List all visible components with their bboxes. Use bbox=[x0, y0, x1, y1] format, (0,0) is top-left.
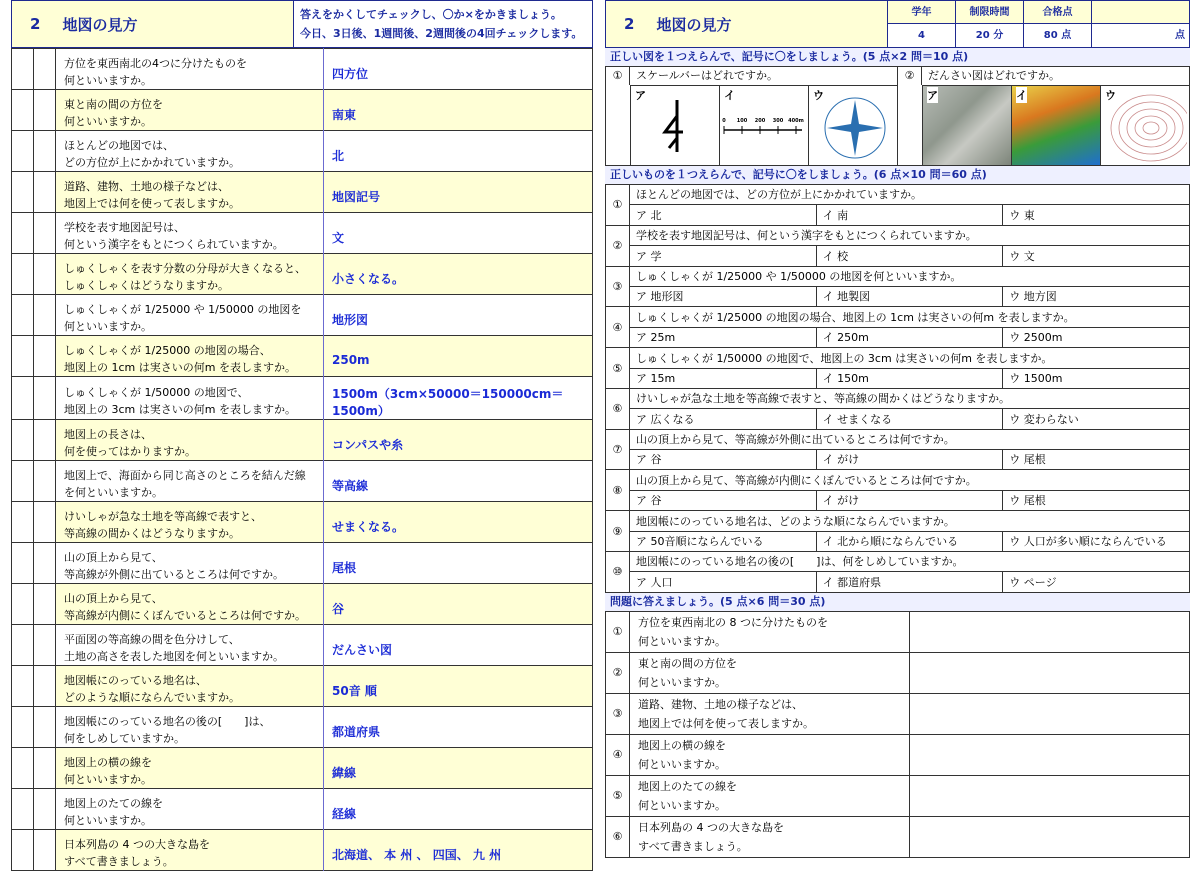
answer-cell: 経線 bbox=[324, 789, 593, 830]
answer-cell: 四方位 bbox=[324, 49, 593, 90]
open-question-row bbox=[606, 652, 1190, 693]
answer-cell: コンパスや糸 bbox=[324, 420, 593, 461]
check-box[interactable] bbox=[34, 213, 56, 254]
question-number: ② bbox=[606, 652, 630, 693]
check-row bbox=[12, 377, 593, 420]
question-line: 等高線が外側に出ているところは何ですか。 bbox=[64, 568, 284, 581]
question-number: ① bbox=[606, 67, 630, 85]
answer-cell: 緯線 bbox=[324, 748, 593, 789]
question-cell bbox=[56, 49, 324, 90]
score-unit: 点 bbox=[1175, 30, 1185, 41]
right-title bbox=[606, 1, 888, 47]
check-box[interactable] bbox=[12, 420, 34, 461]
left-page bbox=[11, 0, 593, 871]
mc-question-row bbox=[606, 388, 1190, 408]
option-c-compass-rose[interactable]: ウ bbox=[809, 86, 897, 165]
grade-cell bbox=[888, 1, 956, 47]
time-cell bbox=[956, 1, 1024, 47]
scale-tick: 200 bbox=[754, 118, 766, 124]
question-cell bbox=[630, 816, 910, 857]
pass-value: 80 点 bbox=[1043, 30, 1072, 41]
check-box[interactable] bbox=[12, 213, 34, 254]
question-text: 山の頂上から見て、等高線が外側に出ているところは何ですか。 bbox=[629, 429, 1189, 449]
answer-field[interactable] bbox=[910, 775, 1190, 816]
option-c-contour-map[interactable]: ウ bbox=[1101, 86, 1189, 165]
choice-option[interactable]: イ せまくなる bbox=[816, 409, 1003, 429]
left-title-text: 地図の見方 bbox=[62, 15, 138, 34]
question-text: 地図帳にのっている地名の後の[ ]は、何をしめしていますか。 bbox=[629, 552, 1189, 572]
answer-cell: 等高線 bbox=[324, 461, 593, 502]
question-cell bbox=[56, 90, 324, 131]
option-b-scale-bar[interactable]: イ 0 100 200 300 400m bbox=[720, 86, 809, 165]
question-cell bbox=[56, 625, 324, 666]
check-row bbox=[12, 131, 593, 172]
question-line: 地図帳にのっている地名の後の[ ]は、 bbox=[64, 715, 271, 728]
section-2-heading: 正しいものを１つえらんで、記号に〇をしましょう。(6 点×10 問＝60 点) bbox=[605, 166, 1190, 184]
mc-question-row bbox=[606, 185, 1190, 205]
choice-option[interactable]: ウ 地方図 bbox=[1003, 286, 1190, 306]
check-box[interactable] bbox=[12, 49, 34, 90]
check-row bbox=[12, 295, 593, 336]
mc-options-row bbox=[606, 368, 1190, 388]
question-number: ⑥ bbox=[606, 816, 630, 857]
choice-option[interactable]: ウ 尾根 bbox=[1003, 490, 1190, 510]
question-cell bbox=[56, 254, 324, 295]
question-cell bbox=[56, 502, 324, 543]
check-box[interactable] bbox=[12, 543, 34, 584]
question-line: 日本列島の 4 つの大きな島を bbox=[64, 838, 210, 851]
mc-question-row bbox=[606, 348, 1190, 368]
mc-options-row bbox=[606, 246, 1190, 266]
question-number: ⑤ bbox=[606, 348, 630, 389]
question-line: しゅくしゃくを表す分数の分母が大きくなると、 bbox=[64, 262, 306, 275]
choice-option[interactable]: イ 150m bbox=[816, 368, 1003, 388]
question-cell bbox=[56, 707, 324, 748]
question-number: ③ bbox=[606, 693, 630, 734]
check-box[interactable] bbox=[12, 131, 34, 172]
check-box[interactable] bbox=[34, 830, 56, 871]
check-row bbox=[12, 213, 593, 254]
question-number: ④ bbox=[606, 307, 630, 348]
check-box[interactable] bbox=[12, 748, 34, 789]
check-box[interactable] bbox=[34, 420, 56, 461]
mc-question-row bbox=[606, 470, 1190, 490]
answer-cell: 地形図 bbox=[324, 295, 593, 336]
check-box[interactable] bbox=[12, 666, 34, 707]
question-line: 何といいますか。 bbox=[64, 773, 152, 786]
north-arrow-icon bbox=[631, 86, 717, 166]
question-cell bbox=[56, 420, 324, 461]
question-line: しゅくしゃくが 1/50000 の地図で、 bbox=[64, 386, 249, 399]
question-line: 地図上のたての線を bbox=[64, 797, 163, 810]
choice-option[interactable]: ア 地形図 bbox=[629, 286, 816, 306]
mc-question-row bbox=[606, 429, 1190, 449]
question-text: 学校を表す地図記号は、何という漢字をもとにつくられていますか。 bbox=[629, 225, 1189, 245]
question-line: 地図上の横の線を bbox=[638, 738, 726, 752]
question-line: どのような順にならんでいますか。 bbox=[64, 691, 240, 704]
question-line: 地図上の 1cm は実さいの何m を表しますか。 bbox=[64, 361, 296, 374]
question-number: ④ bbox=[606, 734, 630, 775]
question-line: 土地の高さを表した地図を何といいますか。 bbox=[64, 650, 284, 663]
question-line: しゅくしゃくが 1/25000 の地図の場合、 bbox=[64, 344, 271, 357]
check-row bbox=[12, 420, 593, 461]
check-box[interactable] bbox=[12, 707, 34, 748]
question-line: 山の頂上から見て、 bbox=[64, 551, 163, 564]
answer-field[interactable] bbox=[910, 693, 1190, 734]
question-cell bbox=[56, 666, 324, 707]
choice-option[interactable]: ア 50音順にならんでいる bbox=[629, 531, 816, 551]
question-number: ② bbox=[606, 225, 630, 266]
question-number: ① bbox=[606, 611, 630, 652]
question-line: しゅくしゃくはどうなりますか。 bbox=[64, 279, 229, 292]
multiple-choice-table bbox=[605, 184, 1190, 593]
check-box[interactable] bbox=[34, 90, 56, 131]
answer-cell: 地図記号 bbox=[324, 172, 593, 213]
check-box[interactable] bbox=[34, 254, 56, 295]
question-text: けいしゃが急な土地を等高線で表すと、等高線の間かくはどうなりますか。 bbox=[629, 388, 1189, 408]
question-line: どの方位が上にかかれていますか。 bbox=[64, 156, 240, 169]
choice-option[interactable]: ウ 変わらない bbox=[1003, 409, 1190, 429]
question-line: すべて書きましょう。 bbox=[64, 855, 174, 868]
scale-tick: 400m bbox=[788, 118, 804, 124]
check-row bbox=[12, 543, 593, 584]
choice-option[interactable]: イ 地製図 bbox=[816, 286, 1003, 306]
question-text: スケールバーはどれですか。 bbox=[636, 69, 779, 82]
check-box[interactable] bbox=[34, 789, 56, 830]
question-line: 方位を東西南北の4つに分けたものを bbox=[64, 57, 247, 70]
question-cell bbox=[56, 789, 324, 830]
question-line: 等高線が内側にくぼんでいるところは何ですか。 bbox=[64, 609, 306, 622]
choice-option[interactable]: ア 谷 bbox=[629, 490, 816, 510]
right-title-text: 地図の見方 bbox=[656, 15, 732, 34]
question-text: しゅくしゃくが 1/25000 の地図の場合、地図上の 1cm は実さいの何m を表しますか。 bbox=[629, 307, 1189, 327]
check-box[interactable] bbox=[34, 336, 56, 377]
answer-cell: だんさい図 bbox=[324, 625, 593, 666]
choice-option[interactable]: イ がけ bbox=[816, 490, 1003, 510]
question-line: 方位を東西南北の 8 つに分けたものを bbox=[638, 615, 828, 629]
image-questions bbox=[605, 66, 1190, 166]
question-line: けいしゃが急な土地を等高線で表すと、 bbox=[64, 510, 262, 523]
choice-option[interactable]: イ 250m bbox=[816, 327, 1003, 347]
question-line: 地図上では何を使って表しますか。 bbox=[64, 197, 240, 210]
check-row bbox=[12, 789, 593, 830]
check-box[interactable] bbox=[12, 90, 34, 131]
check-box[interactable] bbox=[34, 666, 56, 707]
grade-label: 学年 bbox=[888, 1, 955, 24]
image-question-1 bbox=[606, 67, 898, 165]
check-row bbox=[12, 254, 593, 295]
choice-option[interactable]: イ 北から順にならんでいる bbox=[816, 531, 1003, 551]
scale-tick: 0 bbox=[722, 118, 726, 124]
answer-cell: 谷 bbox=[324, 584, 593, 625]
question-line: しゅくしゃくが 1/25000 や 1/50000 の地図を bbox=[64, 303, 302, 316]
question-line: 何といいますか。 bbox=[638, 798, 726, 812]
question-line: ほとんどの地図では、 bbox=[64, 139, 174, 152]
left-header bbox=[11, 0, 593, 48]
check-row bbox=[12, 502, 593, 543]
question-line: 何といいますか。 bbox=[64, 74, 152, 87]
question-cell bbox=[56, 295, 324, 336]
check-box[interactable] bbox=[34, 172, 56, 213]
check-box[interactable] bbox=[34, 543, 56, 584]
question-cell bbox=[56, 336, 324, 377]
mc-question-row bbox=[606, 266, 1190, 286]
check-box[interactable] bbox=[12, 336, 34, 377]
choice-option[interactable]: イ 南 bbox=[816, 205, 1003, 225]
right-title-number: 2 bbox=[624, 15, 635, 33]
question-text: だんさい図はどれですか。 bbox=[928, 69, 1060, 82]
question-line: 地図上の横の線を bbox=[64, 756, 152, 769]
question-line: 何をしめしていますか。 bbox=[64, 732, 185, 745]
section-3-heading: 問題に答えましょう。(5 点×6 問＝30 点) bbox=[605, 593, 1190, 611]
check-box[interactable] bbox=[34, 49, 56, 90]
mc-options-row bbox=[606, 286, 1190, 306]
check-box[interactable] bbox=[34, 131, 56, 172]
question-text: 山の頂上から見て、等高線が内側にくぼんでいるところは何ですか。 bbox=[629, 470, 1189, 490]
answer-cell: せまくなる。 bbox=[324, 502, 593, 543]
pass-cell bbox=[1024, 1, 1092, 47]
left-instruction-1: 答えをかくしてチェックし、〇か×をかきましょう。 bbox=[300, 8, 562, 21]
question-number: ⑧ bbox=[606, 470, 630, 511]
choice-option[interactable]: ウ ページ bbox=[1003, 572, 1190, 592]
answer-cell: 尾根 bbox=[324, 543, 593, 584]
check-box[interactable] bbox=[12, 625, 34, 666]
question-cell bbox=[56, 543, 324, 584]
question-cell bbox=[630, 775, 910, 816]
choice-option[interactable]: ウ 1500m bbox=[1003, 368, 1190, 388]
answer-cell: 都道府県 bbox=[324, 707, 593, 748]
check-box[interactable] bbox=[12, 584, 34, 625]
question-line: 何といいますか。 bbox=[64, 320, 152, 333]
scale-tick: 100 bbox=[736, 118, 748, 124]
mc-options-row bbox=[606, 572, 1190, 592]
answer-cell: 1500m（3cm×50000＝150000cm＝1500m） bbox=[324, 377, 593, 420]
question-number: ③ bbox=[606, 266, 630, 307]
open-question-row bbox=[606, 693, 1190, 734]
question-number: ① bbox=[606, 185, 630, 226]
choice-option[interactable]: ア 25m bbox=[629, 327, 816, 347]
choice-option[interactable]: ア 北 bbox=[629, 205, 816, 225]
mc-options-row bbox=[606, 490, 1190, 510]
answer-field[interactable] bbox=[910, 734, 1190, 775]
question-line: 地図帳にのっている地名は、 bbox=[64, 674, 207, 687]
check-row bbox=[12, 666, 593, 707]
contour-lines-icon bbox=[1101, 86, 1187, 166]
question-line: 何といいますか。 bbox=[638, 675, 726, 689]
question-text: ほとんどの地図では、どの方位が上にかかれていますか。 bbox=[629, 185, 1189, 205]
answer-cell: 北 bbox=[324, 131, 593, 172]
mc-options-row bbox=[606, 327, 1190, 347]
check-row bbox=[12, 172, 593, 213]
question-cell bbox=[56, 377, 324, 420]
right-page bbox=[605, 0, 1190, 858]
choice-option[interactable]: イ 校 bbox=[816, 246, 1003, 266]
question-line: 東と南の間の方位を bbox=[638, 656, 737, 670]
question-line: 学校を表す地図記号は、 bbox=[64, 221, 185, 234]
image-question-2 bbox=[898, 67, 1189, 165]
check-box[interactable] bbox=[34, 707, 56, 748]
check-box[interactable] bbox=[12, 502, 34, 543]
check-row bbox=[12, 707, 593, 748]
question-cell bbox=[56, 172, 324, 213]
question-text: しゅくしゃくが 1/25000 や 1/50000 の地図を何といいますか。 bbox=[629, 266, 1189, 286]
question-cell bbox=[630, 611, 910, 652]
question-cell bbox=[56, 213, 324, 254]
mc-options-row bbox=[606, 205, 1190, 225]
choice-option[interactable]: ウ 2500m bbox=[1003, 327, 1190, 347]
left-title-number: 2 bbox=[30, 15, 41, 33]
question-line: 地図上の 3cm は実さいの何m を表しますか。 bbox=[64, 403, 296, 416]
open-question-row bbox=[606, 775, 1190, 816]
time-label: 制限時間 bbox=[956, 1, 1023, 24]
check-box[interactable] bbox=[34, 377, 56, 420]
question-line: 何といいますか。 bbox=[638, 634, 726, 648]
mc-options-row bbox=[606, 450, 1190, 470]
time-value: 20 分 bbox=[975, 30, 1004, 41]
question-cell bbox=[630, 652, 910, 693]
check-box[interactable] bbox=[12, 172, 34, 213]
check-box[interactable] bbox=[34, 502, 56, 543]
question-line: 地図上で、海面から同じ高さのところを結んだ線 bbox=[64, 469, 306, 482]
check-box[interactable] bbox=[12, 789, 34, 830]
open-question-row bbox=[606, 611, 1190, 652]
question-cell bbox=[56, 461, 324, 502]
choice-option[interactable]: ア 学 bbox=[629, 246, 816, 266]
left-instructions bbox=[294, 1, 592, 47]
question-number: ⑥ bbox=[606, 388, 630, 429]
question-line: 地図上の長さは、 bbox=[64, 428, 152, 441]
question-text: しゅくしゃくが 1/50000 の地図で、地図上の 3cm は実さいの何m を表しますか。 bbox=[629, 348, 1189, 368]
question-line: 等高線の間かくはどうなりますか。 bbox=[64, 527, 240, 540]
question-line: 道路、建物、土地の様子などは、 bbox=[64, 180, 229, 193]
question-line: 日本列島の 4 つの大きな島を bbox=[638, 820, 784, 834]
section-1-heading: 正しい図を１つえらんで、記号に〇をしましょう。(5 点×2 問＝10 点) bbox=[605, 48, 1190, 66]
compass-rose-icon bbox=[809, 86, 895, 166]
check-box[interactable] bbox=[12, 830, 34, 871]
option-a-aerial-photo[interactable]: ア bbox=[923, 86, 1012, 165]
check-box[interactable] bbox=[12, 461, 34, 502]
check-row bbox=[12, 830, 593, 871]
left-instruction-2: 今日、3日後、1週間後、2週間後の4回チェックします。 bbox=[300, 27, 583, 40]
check-box[interactable] bbox=[34, 295, 56, 336]
question-cell bbox=[630, 734, 910, 775]
option-b-elevation-map[interactable]: イ bbox=[1012, 86, 1101, 165]
mc-question-row bbox=[606, 307, 1190, 327]
question-number: ⑦ bbox=[606, 429, 630, 470]
mc-question-row bbox=[606, 511, 1190, 531]
open-question-row bbox=[606, 734, 1190, 775]
answer-field[interactable] bbox=[910, 652, 1190, 693]
choice-option[interactable]: ウ 尾根 bbox=[1003, 450, 1190, 470]
question-number: ⑨ bbox=[606, 511, 630, 552]
open-answer-table bbox=[605, 611, 1190, 858]
option-a-north-arrow[interactable]: ア bbox=[631, 86, 720, 165]
question-line: 何という漢字をもとにつくられていますか。 bbox=[64, 238, 284, 251]
answer-cell: 50音 順 bbox=[324, 666, 593, 707]
score-cell[interactable] bbox=[1092, 1, 1189, 47]
choice-option[interactable]: イ 都道府県 bbox=[816, 572, 1003, 592]
answer-cell: 小さくなる。 bbox=[324, 254, 593, 295]
question-cell bbox=[56, 830, 324, 871]
check-box[interactable] bbox=[12, 254, 34, 295]
choice-option[interactable]: ア 広くなる bbox=[629, 409, 816, 429]
question-cell bbox=[56, 131, 324, 172]
question-number: ⑤ bbox=[606, 775, 630, 816]
question-text: 地図帳にのっている地名は、どのような順にならんでいますか。 bbox=[629, 511, 1189, 531]
answer-cell: 北海道、 本 州 、 四国、 九 州 bbox=[324, 830, 593, 871]
check-row bbox=[12, 49, 593, 90]
answer-cell: 250m bbox=[324, 336, 593, 377]
question-line: 地図上のたての線を bbox=[638, 779, 737, 793]
question-cell bbox=[56, 584, 324, 625]
choice-option[interactable]: イ がけ bbox=[816, 450, 1003, 470]
choice-option[interactable]: ア 谷 bbox=[629, 450, 816, 470]
check-table bbox=[11, 48, 593, 871]
choice-option[interactable]: ウ 東 bbox=[1003, 205, 1190, 225]
answer-field[interactable] bbox=[910, 816, 1190, 857]
check-box[interactable] bbox=[34, 584, 56, 625]
question-line: を何といいますか。 bbox=[64, 486, 163, 499]
question-line: 地図上では何を使って表しますか。 bbox=[638, 716, 814, 730]
mc-question-row bbox=[606, 225, 1190, 245]
question-line: 道路、建物、土地の様子などは、 bbox=[638, 697, 803, 711]
question-line: 何を使ってはかりますか。 bbox=[64, 445, 196, 458]
check-box[interactable] bbox=[34, 748, 56, 789]
question-line: 何といいますか。 bbox=[64, 814, 152, 827]
choice-option[interactable]: ウ 人口が多い順にならんでいる bbox=[1003, 531, 1190, 551]
open-question-row bbox=[606, 816, 1190, 857]
check-row bbox=[12, 584, 593, 625]
question-line: 山の頂上から見て、 bbox=[64, 592, 163, 605]
question-cell bbox=[56, 748, 324, 789]
check-box[interactable] bbox=[12, 295, 34, 336]
answer-cell: 文 bbox=[324, 213, 593, 254]
scale-tick: 300 bbox=[772, 118, 784, 124]
question-line: 何といいますか。 bbox=[64, 115, 152, 128]
answer-field[interactable] bbox=[910, 611, 1190, 652]
check-box[interactable] bbox=[12, 377, 34, 420]
choice-option[interactable]: ア 人口 bbox=[629, 572, 816, 592]
check-row bbox=[12, 90, 593, 131]
pass-label: 合格点 bbox=[1024, 1, 1091, 24]
question-number: ② bbox=[898, 67, 922, 85]
check-row bbox=[12, 748, 593, 789]
question-line: 平面図の等高線の間を色分けして、 bbox=[64, 633, 240, 646]
left-title bbox=[12, 1, 294, 47]
answer-cell: 南東 bbox=[324, 90, 593, 131]
right-header bbox=[605, 0, 1190, 48]
question-number: ⑩ bbox=[606, 552, 630, 593]
question-line: 何といいますか。 bbox=[638, 757, 726, 771]
choice-option[interactable]: ア 15m bbox=[629, 368, 816, 388]
question-line: すべて書きましょう。 bbox=[638, 839, 748, 853]
check-box[interactable] bbox=[34, 625, 56, 666]
question-cell bbox=[630, 693, 910, 734]
mc-options-row bbox=[606, 409, 1190, 429]
question-line: 東と南の間の方位を bbox=[64, 98, 163, 111]
choice-option[interactable]: ウ 文 bbox=[1003, 246, 1190, 266]
scale-bar-icon bbox=[720, 86, 806, 166]
mc-question-row bbox=[606, 552, 1190, 572]
check-row bbox=[12, 461, 593, 502]
grade-value: 4 bbox=[918, 30, 925, 41]
check-box[interactable] bbox=[34, 461, 56, 502]
check-row bbox=[12, 336, 593, 377]
check-row bbox=[12, 625, 593, 666]
mc-options-row bbox=[606, 531, 1190, 551]
